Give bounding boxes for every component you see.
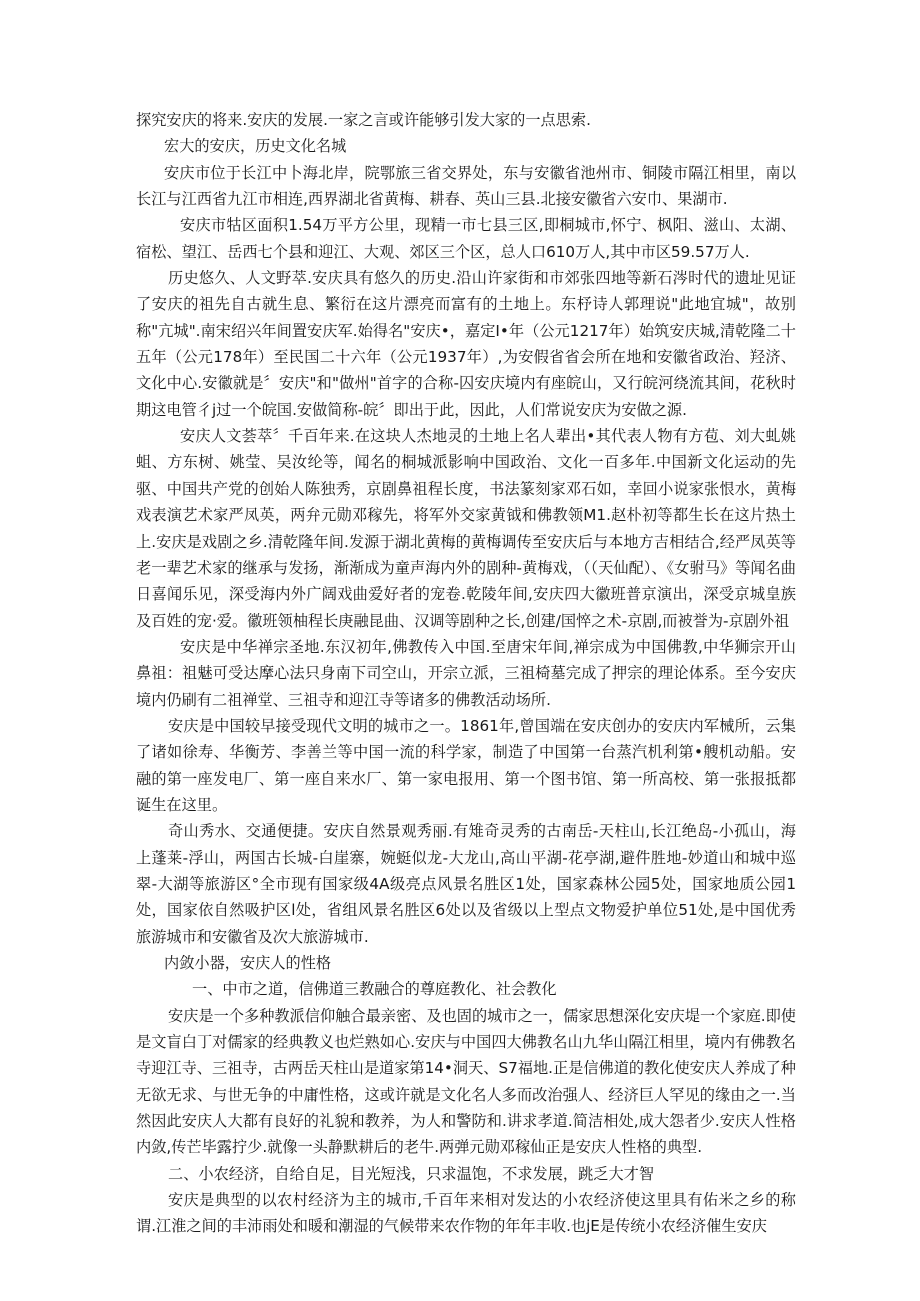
paragraph-buddhism: 安庆是中华禅宗圣地.东汉初年,佛教传入中国.至唐宋年间,禅宗成为中国佛教,中华狮宗开山鼻祖：祖魅可受达摩心法只身南下司空山，开宗立派，三祖椅墓完成了押宗的理论体系。至今安庆境内仍刷有二祖禅堂、三祖寺和迎江寺等诸多的佛教活动场所. xyxy=(136,637,796,709)
paragraph-history: 历史悠久、人文野萃.安庆具有悠久的历史.沿山许家街和市郊张四地等新石涔时代的遗址见证了安庆的祖先自古就生息、繁衍在这片漂亮而富有的土地上。东杼诗人郭理说"此地宜城"，故别称"亢城".南宋绍兴年间置安庆军.始得名"安庆•，嘉定I•年（公元1217年）始筑安庆城,清乾隆二十五年（公元178年）至民国二十六年（公元1937年）,为安假省省会所在地和安徽省政治、羟济、文化中心.安徽就是〞安庆"和"做州"首字的合称-囚安庆境内有座皖山，又行皖河绕流其间，花秋时期这电管彳j过一个皖国.安做简称-皖〞即出于此，因此，人们常说安庆为安做之源. xyxy=(136,269,796,419)
section-heading: 宏大的安庆，历史文化名城 xyxy=(164,137,347,156)
paragraph-economy: 安庆是典型的以农村经济为主的城市,千百年来相对发达的小农经济使这里具有佑米之乡的称谓.江淮之间的丰沛雨处和暖和潮湿的气候带来农作物的年年丰收.也jE是传统小农经济催生安庆 xyxy=(136,1191,796,1236)
paragraph-religion: 安庆是一个多种教派信仰触合最亲密、及也固的城市之一，儒家思想深化安庆堤一个家庭.即使是文盲白丁对儒家的经典教义也烂熟如心.安庆与中国四大佛教名山九华山隔江相里，境内有佛教名寺迎江寺、三祖寺，古两岳天柱山是道家第14•洞天、S7福地.正是信佛道的教化使安庆人养成了种无欲无求、与世无争的中庸性格，这或许就是文化名人多而改治强人、经济巨人罕见的缘由之一.当然因此安庆人大都有良好的礼貌和教养，为人和警防和.讲求孝道.简洁相处,成大怨者少.安庆人性格内敛,传芒毕露拧少.就像一头静默耕后的老牛.两弹元勋邓稼仙正是安庆人性格的典型. xyxy=(136,1006,796,1157)
subsection-heading: 一、中市之道，信佛道三教融合的尊庭教化、社会教化 xyxy=(192,980,557,999)
paragraph-scenery: 奇山秀水、交通便捷。安庆自然景观秀丽.有雉奇灵秀的古南岳-天柱山,长江绝岛-小孤山，海上蓬莱-浮山，两国古长城-白崖寨，婉蜓似龙-大龙山,高山平湖-花亭湖,避件胜地-妙道山和城中巡翠-大湖等旅游区°全市现有国家级4A级亮点风景名胜区1处，国家森林公园5处，国家地质公园1处，国家依自然吸护区l处，省组风景名胜区6处以及省级以上型点文物爱护单位51处,是中国优秀旅游城市和安徽省及次大旅游城市. xyxy=(136,822,796,946)
subsection-heading: 二、小农经济，自给自足，目光短浅，只求温饱，不求发展，跳乏大才智 xyxy=(168,1164,654,1183)
paragraph-location: 安庆市位于长江中卜海北岸，院鄂旅三省交界处，东与安徽省池州市、铜陵市隔江相里，南以长江与江西省九江市相连,西界湖北省黄梅、耕春、英山三县.北接安徽省六安巾、果湖市. xyxy=(136,163,796,209)
document-body xyxy=(136,107,796,1240)
paragraph-area: 安庆市牯区面积1.54万平方公里，现精一市七县三区,即桐城市,怀宁、枫阳、滋山、太湖、宿松、望江、岳西七个县和迎江、大观、郊区三个区，总人口610万人,其中市区59.57万人. xyxy=(136,216,796,261)
intro-line: 探究安庆的将来.安庆的发展.一家之言或许能够引发大家的一点思索. xyxy=(136,111,591,129)
paragraph-modern: 安庆是中国较早接受现代文明的城市之一。1861年,曾国端在安庆创办的安庆内军械所，云集了诸如徐寿、华衡芳、李善兰等中国一流的科学家，制造了中国第一台蒸汽机利第•艘机动船。安融的第一座发电厂、第一座自来水厂、第一家电报用、第一个图书馆、第一所高校、第一张报抵都诞生在这里。 xyxy=(136,716,796,814)
section-heading: 内敛小器，安庆人的性格 xyxy=(164,954,332,972)
paragraph-culture: 安庆人文荟萃〞千百年来.在这块人杰地灵的土地上名人辈出•其代表人物有方苞、刘大虬姚蛆、方东树、姚莹、吴汝纶等，闻名的桐城派影响中国政治、文化一百多年.中国新文化运动的先驱、中国共产党的创始人陈独秀，京剧鼻祖程长度，书法篆刻家邓石如，幸回小说家张恨水，黄梅戏表演艺术家严凤英，两弁元勋邓稼先，将军外交家黄钺和佛教领M1.赵朴初等都生长在这片热土上.安庆是戏剧之乡.清乾隆年间.发源于湖北黄梅的黄梅调传至安庆后与本地方吉相结合,经严凤英等老一辈艺术家的继承与发扬，渐渐成为童声海内外的剧种-黄梅戏，（（天仙配）、《女驸马》等闻名曲日喜闻乐见，深受海内外广阔戏曲爱好者的宠卷.乾陵年间,安庆四大徽班普京演出，深受京城皇族及百姓的宠·爱。徽班领柚程长庚融昆曲、汉调等剧种之长,创建/国悴之术-京剧,而被誉为-京剧外祖 xyxy=(136,427,796,630)
